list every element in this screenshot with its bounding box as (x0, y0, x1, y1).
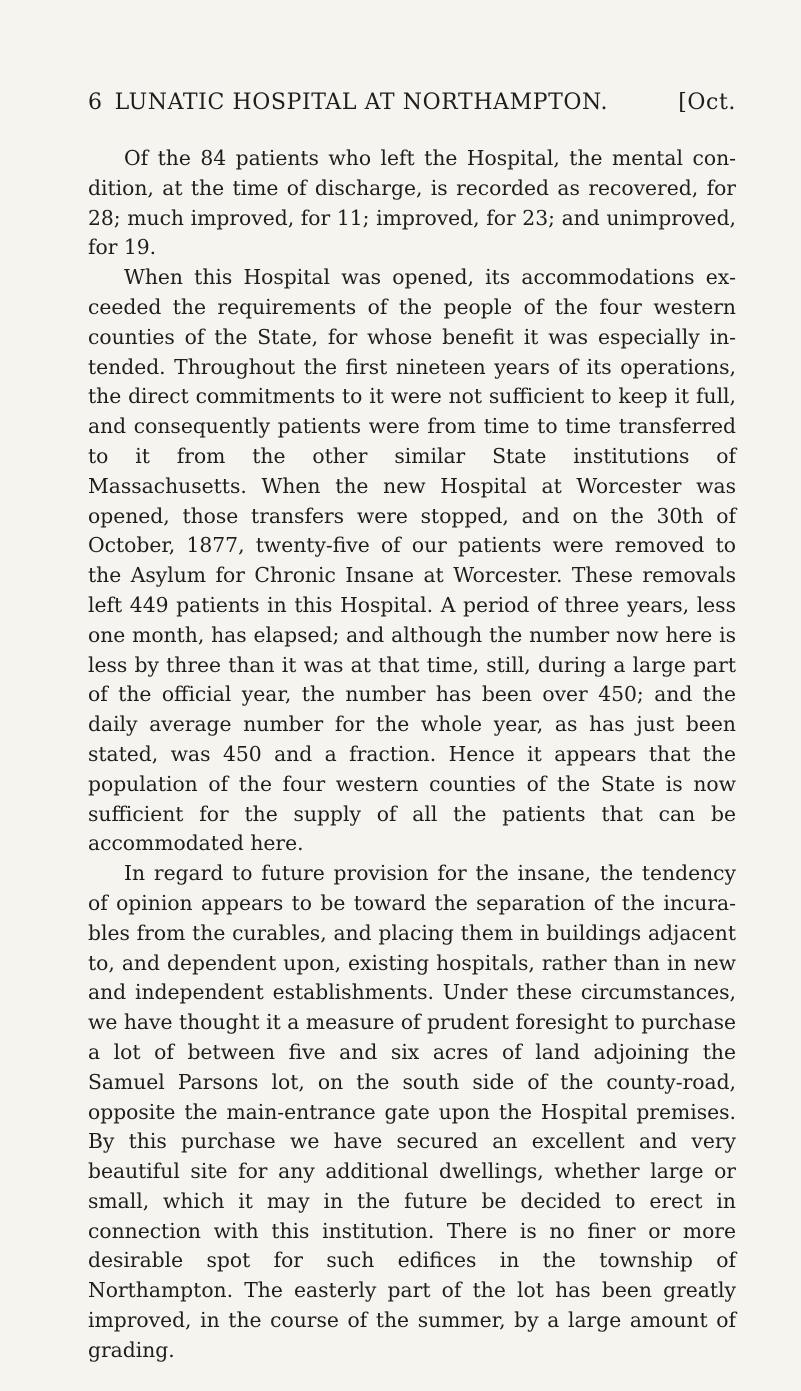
paragraph-land-purchase: In regard to future provision for the insane, the tendency of opinion appears to be toward the separation of the incurables from the curables, and placing them in buildings adjacent to, and dependent upon, existing hospitals, rather than in new and independent establishments. Under these circumstances, we have thought it a measure of prudent foresight to purchase a lot of between five and six acres of land adjoining the Samuel Parsons lot, on the south side of the county-road, opposite the main-entrance gate upon the Hospital premises. By this purchase we have secured an excellent and very beautiful site for any additional dwellings, whether large or small, which it may in the future be decided to erect in connection with this institution. There is no finer or more desirable spot for such edifices in the township of Northampton. The easterly part of the lot has been greatly improved, in the course of the summer, by a large amount of grading. (88, 861, 736, 1362)
running-header (88, 90, 736, 115)
paragraph-discharge-conditions: Of the 84 patients who left the Hospital, the mental condition, at the time of discharge, is recorded as recovered, for 28; much improved, for 11; improved, for 23; and unimproved, for 19. (88, 146, 736, 260)
paragraph-hospital-population: When this Hospital was opened, its accommodations exceeded the requirements of the people of the four western counties of the State, for whose benefit it was especially intended. Throughout the first nineteen years of its operations, the direct commitments to it were not sufficient to keep it full, and consequently patients were from time to time transferred to it from the other similar State institutions of Massachusetts. When the new Hospital at Worcester was opened, those transfers were stopped, and on the 30th of October, 1877, twenty-five of our patients were removed to the Asylum for Chronic Insane at Worcester. These removals left 449 patients in this Hospital. A period of three years, less one month, has elapsed; and although the number now here is less by three than it was at that time, still, during a large part of the official year, the number has been over 450; and the daily average number for the whole year, as has just been stated, was 450 and a fraction. Hence it appears that the population of the four western counties of the State is now sufficient for the supply of all the patients that can be accommodated here. (88, 265, 736, 856)
header-month: [Oct. (678, 90, 736, 115)
running-title: LUNATIC HOSPITAL AT NORTHAMPTON. (114, 90, 609, 115)
header-left (88, 90, 620, 115)
page-number: 6 (88, 90, 103, 115)
body-text (88, 144, 736, 1366)
